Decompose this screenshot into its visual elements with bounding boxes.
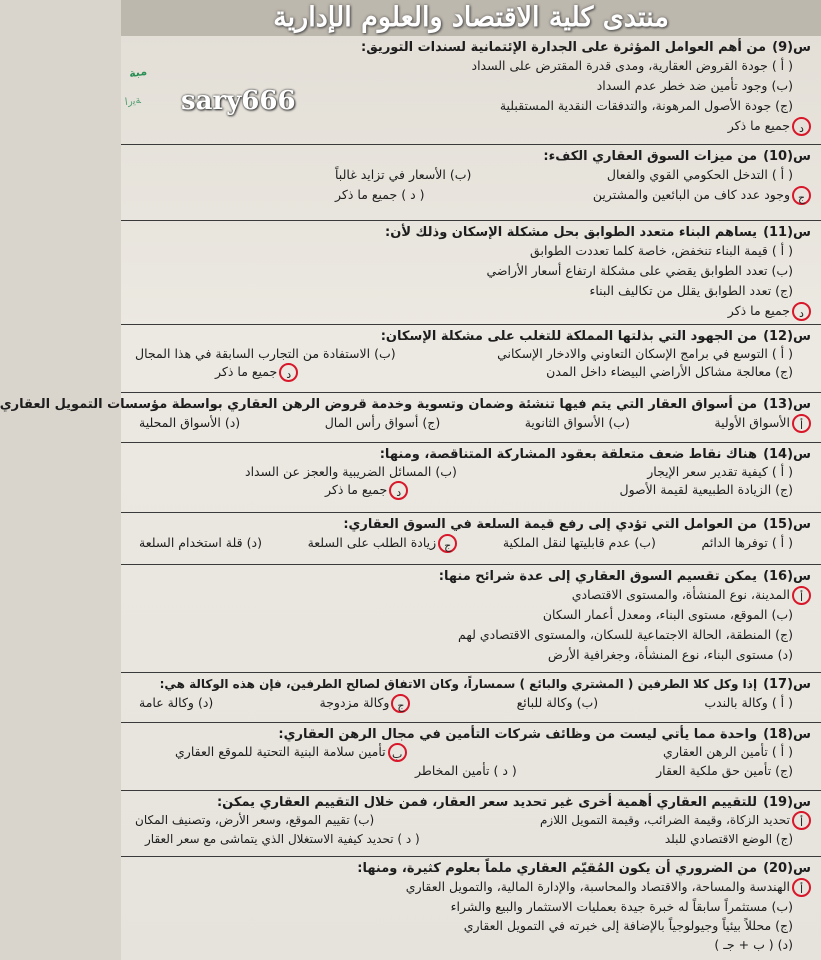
question-text: يساهم البناء متعدد الطوابق بحل مشكلة الإسكان وذلك لأن: [385, 225, 758, 240]
answer-circle: أ [792, 878, 811, 897]
question-number: س(17) [763, 677, 811, 692]
answer-circle: د [389, 481, 408, 500]
question-number: س(18) [763, 727, 811, 742]
option-d[interactable]: (د) قلة استخدام السلعة [139, 535, 262, 550]
option-b[interactable]: (ب) الموقع، مستوى البناء، ومعدل أعمار السكان [542, 607, 793, 622]
question-20 [121, 856, 821, 960]
option-b[interactable]: (ب) تعدد الطوابق يقضي على مشكلة ارتفاع أسعار الأراضي [486, 263, 793, 278]
question-number: س(12) [763, 329, 811, 344]
option-a[interactable]: ( أ ) جودة القروض العقارية، ومدى قدرة المقترض على السداد [471, 58, 793, 73]
question-number: س(10) [763, 149, 811, 164]
question-15 [121, 512, 821, 564]
option-a-selected[interactable]: أالمدينة، نوع المنشأة، والمستوى الاقتصادي [135, 585, 811, 605]
question-10 [121, 144, 821, 220]
question-12 [121, 324, 821, 392]
question-number: س(14) [763, 447, 811, 462]
option-a[interactable]: ( أ ) تأمين الرهن العقاري [663, 744, 793, 759]
question-14 [121, 442, 821, 512]
answer-circle: أ [792, 586, 811, 605]
question-number: س(9) [772, 40, 811, 55]
forum-watermark: منتدى كلية الاقتصاد والعلوم الإدارية [273, 2, 669, 33]
option-b-selected[interactable]: بتأمين سلامة البنية التحتية للموقع العقاري [175, 743, 407, 762]
option-d-selected[interactable]: دجميع ما ذكر [215, 363, 298, 382]
question-13 [0, 392, 821, 442]
option-a-selected[interactable]: أالأسواق الأولية [714, 413, 811, 433]
option-d[interactable]: (د) وكالة عامة [139, 695, 214, 710]
answer-circle: ج [438, 534, 457, 553]
stamp-text: مبة [128, 64, 148, 81]
question-text: من الجهود التي بذلتها المملكة للتغلب على مشكلة الإسكان: [380, 329, 758, 344]
stamp-text-2: ﺔﻳﺭﺍ [124, 94, 142, 109]
option-b[interactable]: (ب) الاستفادة من التجارب السابقة في هذا المجال [135, 346, 396, 361]
uploader-tag: sary666 [181, 86, 296, 116]
option-a[interactable]: ( أ ) التدخل الحكومي القوي والفعال [606, 167, 793, 182]
answer-circle: د [279, 363, 298, 382]
option-d-selected[interactable]: دجميع ما ذكر [135, 116, 811, 136]
option-c-selected[interactable]: جزيادة الطلب على السلعة [308, 533, 458, 553]
option-b[interactable]: (ب) وجود تأمين ضد خطر عدم السداد [596, 78, 793, 93]
question-text: من الضروري أن يكون المُقيّم العقاري ملماً بعلوم كثيرة، ومنها: [357, 861, 758, 876]
option-a[interactable]: ( أ ) التوسع في برامج الإسكان التعاوني والادخار الإسكاني [497, 346, 793, 361]
option-d[interactable]: (د) الأسواق المحلية [139, 415, 241, 430]
option-a[interactable]: ( أ ) كيفية تقدير سعر الإيجار [647, 464, 793, 479]
answer-circle: د [792, 302, 811, 321]
option-d[interactable]: (د) مستوى البناء، نوع المنشأة، وجغرافية الأرض [547, 647, 793, 662]
option-b[interactable]: (ب) وكالة للبائع [516, 695, 599, 710]
question-text: من ميزات السوق العقاري الكفء: [543, 149, 758, 164]
question-number: س(20) [763, 861, 811, 876]
option-c[interactable]: (ج) أسواق رأس المال [324, 415, 441, 430]
answer-circle: د [792, 117, 811, 136]
question-number: س(19) [763, 795, 811, 810]
option-c[interactable]: (ج) المنطقة، الحالة الاجتماعية للسكان، والمستوى الاقتصادي لهم [458, 627, 793, 642]
option-a[interactable]: ( أ ) وكالة بالندب [704, 695, 793, 710]
question-text: يمكن تقسيم السوق العقاري إلى عدة شرائح منها: [438, 569, 758, 584]
question-text: هناك نقاط ضعف متعلقة بعقود المشاركة المتناقصة، ومنها: [379, 447, 758, 462]
option-b[interactable]: (ب) عدم قابليتها لنقل الملكية [502, 535, 656, 550]
question-text: للتقييم العقاري أهمية أخرى غير تحديد سعر العقار، فمن خلال التقييم العقاري يمكن: [216, 795, 758, 810]
question-number: س(11) [763, 225, 811, 240]
option-b[interactable]: (ب) تقييم الموقع، وسعر الأرض، وتصنيف المكان [135, 813, 375, 827]
option-c[interactable]: (ج) محللاً بيئياً وجيولوجياً بالإضافة إلى خبرته في التمويل العقاري [463, 918, 793, 933]
question-text: إذا وكل كلا الطرفين ( المشتري والبائع ) سمساراً، وكان الاتفاق لصالح الطرفين، فإن هذه الوكالة هي: [159, 677, 758, 691]
option-d[interactable]: ( د ) تحديد كيفية الاستغلال الذي يتماشى مع سعر العقار [145, 832, 420, 846]
option-c-selected[interactable]: جوكالة مزدوجة [320, 693, 411, 713]
option-b[interactable]: (ب) مستثمراً سابقاً له خبرة جيدة بعمليات الاستثمار والبيع والشراء [450, 899, 793, 914]
answer-circle: أ [792, 811, 811, 830]
option-c[interactable]: (ج) تأمين حق ملكية العقار [656, 763, 793, 778]
option-a[interactable]: ( أ ) توفرها الدائم [701, 535, 793, 550]
option-d-selected[interactable]: دجميع ما ذكر [325, 481, 408, 500]
answer-circle: ج [792, 186, 811, 205]
option-d[interactable]: ( د ) جميع ما ذكر [335, 187, 425, 202]
question-text: واحدة مما يأتي ليست من وظائف شركات التأمين في مجال الرهن العقاري: [278, 727, 758, 742]
option-d[interactable]: (د) ( ب + جـ ) [714, 937, 793, 952]
question-text: من العوامل التي تؤدي إلى رفع قيمة السلعة في السوق العقاري: [343, 517, 758, 532]
answer-circle: ج [391, 694, 410, 713]
question-19 [121, 790, 821, 856]
question-text: من أهم العوامل المؤثرة على الجدارة الإئتمانية لسندات التوريق: [361, 40, 767, 55]
option-c[interactable]: (ج) الوضع الاقتصادي للبلد [664, 832, 793, 846]
question-number: س(16) [763, 569, 811, 584]
option-c-selected[interactable]: جوجود عدد كاف من البائعين والمشترين [593, 185, 811, 205]
answer-circle: ب [388, 743, 407, 762]
option-d-selected[interactable]: دجميع ما ذكر [135, 301, 811, 321]
question-16 [121, 564, 821, 672]
question-number: س(15) [763, 517, 811, 532]
option-c[interactable]: (ج) معالجة مشاكل الأراضي البيضاء داخل المدن [546, 364, 793, 379]
question-17 [121, 672, 821, 722]
option-a-selected[interactable]: أالهندسة والمساحة، والاقتصاد والمحاسبة، والإدارة المالية، والتمويل العقاري [135, 877, 811, 897]
option-c[interactable]: (ج) الزيادة الطبيعية لقيمة الأصول [619, 482, 793, 497]
option-d[interactable]: ( د ) تأمين المخاطر [415, 763, 517, 778]
option-c[interactable]: (ج) جودة الأصول المرهونة، والتدفقات النقدية المستقبلية [499, 98, 793, 113]
option-a-selected[interactable]: أتحديد الزكاة، وقيمة الضرائب، وقيمة التمويل اللازم [540, 811, 811, 830]
option-b[interactable]: (ب) الأسواق الثانوية [524, 415, 630, 430]
option-a[interactable]: ( أ ) قيمة البناء تنخفض، خاصة كلما تعددت الطوابق [530, 243, 793, 258]
question-11 [121, 220, 821, 324]
question-number: س(13) [763, 397, 811, 412]
question-18 [121, 722, 821, 790]
option-b[interactable]: (ب) المسائل الضريبية والعجز عن السداد [245, 464, 457, 479]
answer-circle: أ [792, 414, 811, 433]
option-b[interactable]: (ب) الأسعار في تزايد غالباً [335, 167, 472, 182]
question-text: من أسواق العقار التي يتم فيها تنشئة وضمان وتسوية وخدمة قروض الرهن العقاري بواسطة مؤسسات التمويل العقاري [0, 397, 758, 412]
option-c[interactable]: (ج) تعدد الطوابق يقلل من تكاليف البناء [589, 283, 793, 298]
